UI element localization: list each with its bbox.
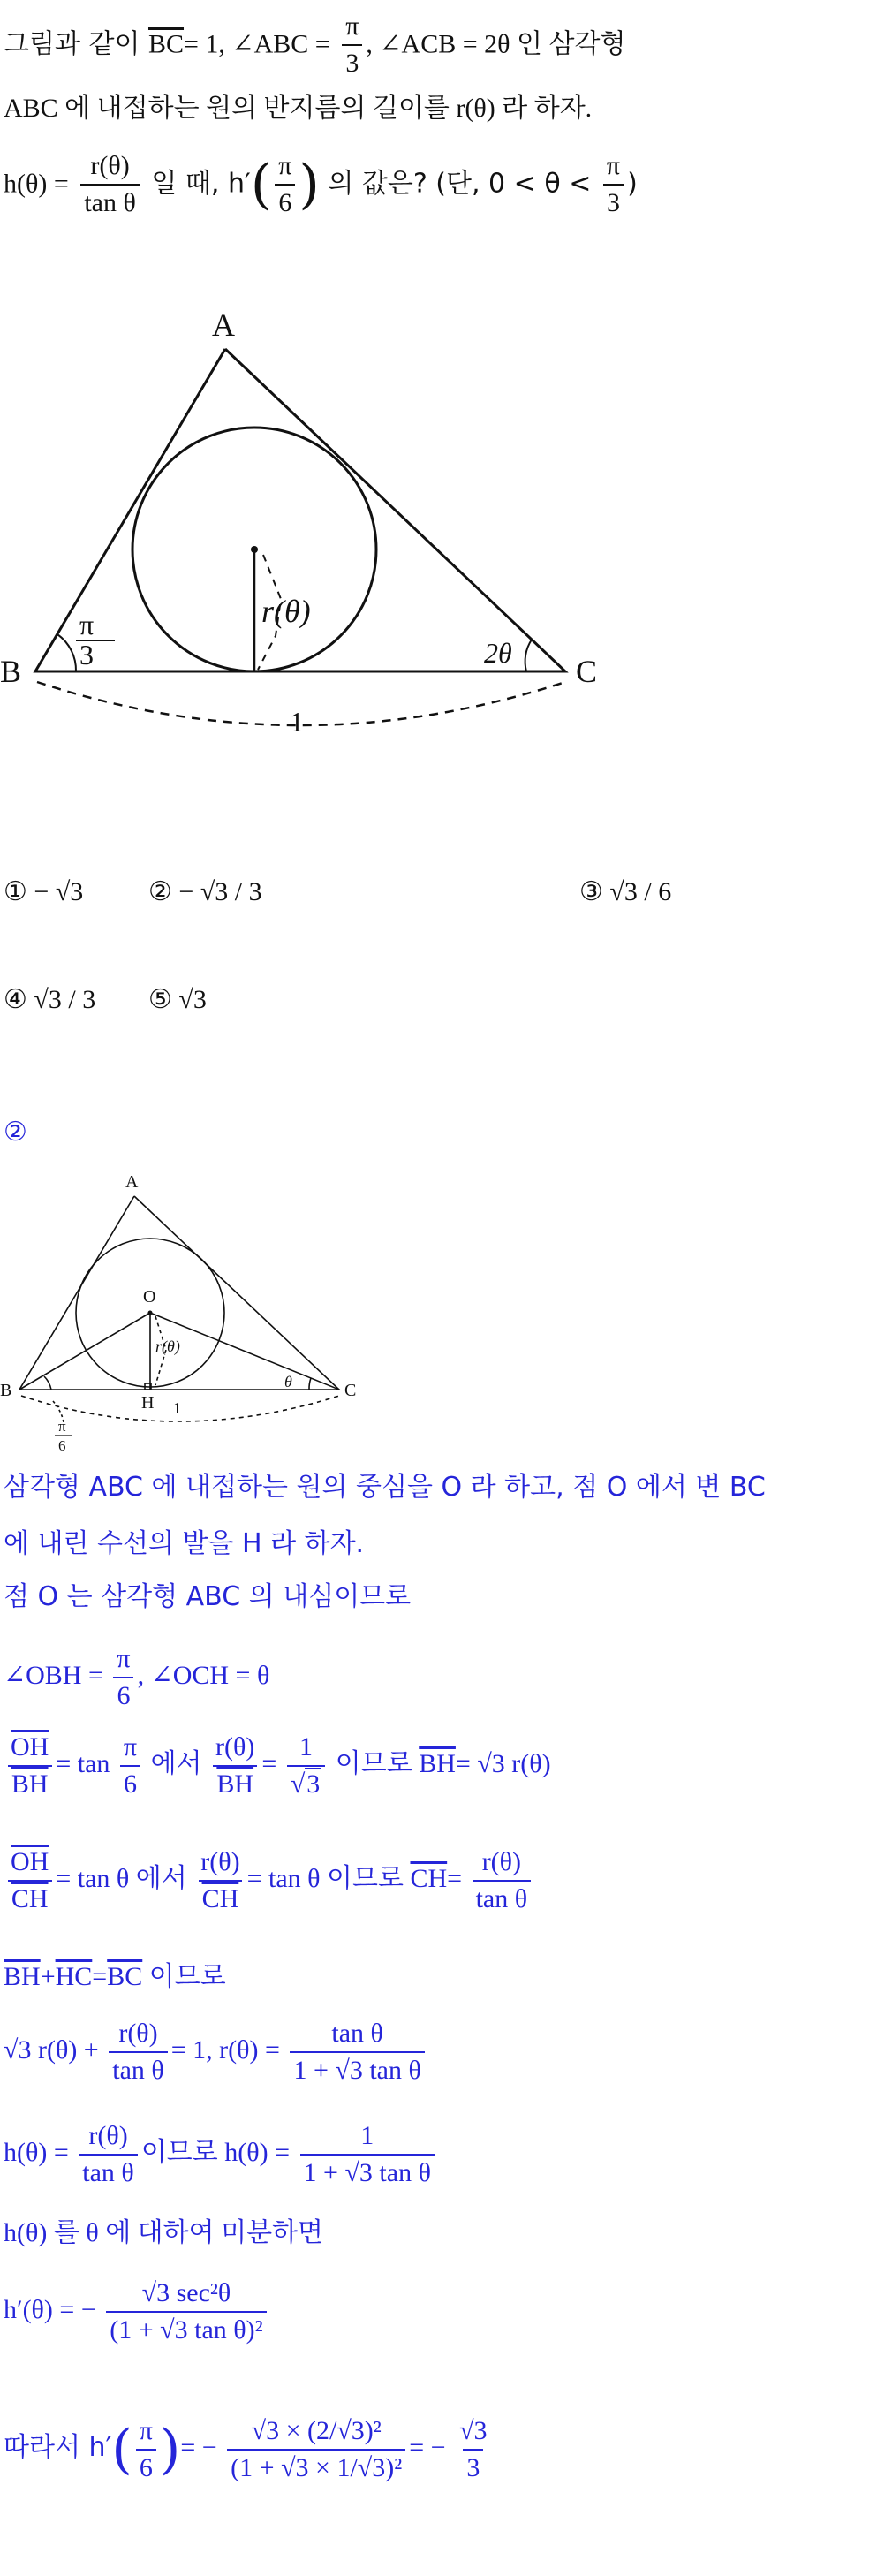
segment-bc: $\overline{BC}$ [107,1962,143,1991]
angle-c-arc [309,1378,311,1390]
solution-line-2: 에 내린 수선의 발을 H 라 하자. [4,1528,365,1559]
base-length: 1 [290,706,304,738]
angle-b-num: π [79,609,95,640]
denominator: 6 [113,1677,133,1714]
fraction [197,1845,243,1917]
text: ∠OBH = [4,1660,103,1690]
text: = tan [56,1748,110,1778]
text: 이므로 [148,1961,226,1992]
text: = √3 r(θ) [455,1748,551,1778]
paren: ) [299,154,320,216]
denominator: 3 [463,2449,483,2486]
angle-b-den: 3 [79,639,94,671]
segment-bc: $\overline{BC}$ [147,29,185,59]
solution-line-7 [4,1959,226,1995]
text: 따라서 h′ [4,2431,112,2463]
choice-text: − √3 / 3 [178,877,262,906]
fraction [342,9,362,81]
fraction [136,2413,156,2486]
denominator: tan θ [79,2154,138,2191]
numerator: π [345,11,359,41]
denominator: tan θ [109,2051,168,2088]
solution-line-12 [4,2413,495,2486]
choice-4[interactable] [4,982,95,1018]
triangle-outline [19,1196,339,1390]
text: = [261,1748,277,1778]
label-b: B [0,654,22,689]
denominator: 3 [603,184,624,221]
text: 그림과 같이 [4,28,140,60]
numerator: √3 × (2/√3)² [251,2416,382,2445]
fraction [212,1730,258,1802]
radicand: 3 [306,1769,321,1799]
text: 이므로 [335,1747,412,1779]
choice-mark: ① [4,877,27,906]
segment-bh: $\overline{BH}$ [4,1962,41,1991]
label-c: C [576,654,598,689]
text: , ∠ACB = 2θ 인 삼각형 [366,29,626,59]
denominator: CH [8,1880,52,1917]
denominator: 1 + √3 tan θ [290,2051,424,2088]
fraction [290,2016,424,2088]
text: , ∠OCH = θ [137,1660,270,1690]
denominator: 1 + √3 tan θ [300,2154,435,2191]
choice-mark: ⑤ [148,985,172,1014]
numerator: r(θ) [200,1847,240,1876]
choice-text: − √3 [34,877,84,906]
denominator: tan θ [473,1880,532,1917]
fraction [473,1845,532,1917]
segment-ch: $\overline{CH}$ [410,1863,448,1893]
segment-hc: $\overline{HC}$ [55,1962,93,1991]
answer: ② [4,1117,27,1148]
label-h: H [141,1393,155,1413]
text: = 1, ∠ABC = [184,29,330,59]
text: √3 r(θ) + [4,2034,99,2065]
angle-b-den: 6 [58,1437,66,1454]
numerator: r(θ) [481,1847,522,1876]
solution-line-1: 삼각형 ABC 에 내접하는 원의 중심을 O 라 하고, 점 O 에서 변 BC [4,1472,766,1503]
angle-c: 2θ [484,637,512,669]
numerator: π [139,2416,153,2445]
fraction [106,2276,266,2348]
text: = [92,1962,108,1991]
fraction [7,1730,52,1802]
choice-text: √3 / 3 [34,985,96,1014]
label-theta: θ [284,1373,292,1390]
incenter-dot [251,546,258,553]
numerator: π [123,1732,138,1762]
solution-line-11 [4,2276,270,2348]
angle-b-num: π [58,1418,66,1435]
paren: ( [250,154,272,216]
solution-line-9 [4,2118,438,2191]
triangle-figure-1 [0,300,636,760]
triangle-figure-2 [0,1164,371,1456]
solution-line-5 [4,1730,551,1802]
solution-line-3: 점 O 는 삼각형 ABC 의 내심이므로 [4,1581,412,1612]
numerator: r(θ) [118,2019,158,2048]
line-bo [19,1313,150,1390]
text: = [447,1863,463,1893]
label-a: A [212,307,235,343]
fraction [275,148,295,221]
label-r: r(θ) [155,1337,180,1355]
numerator: π [117,1644,131,1673]
choice-text: √3 [178,985,207,1014]
choice-3[interactable] [579,875,671,910]
denominator: 6 [275,184,295,221]
text: = tan θ 이므로 [246,1863,404,1893]
text: ) [627,168,638,200]
text: = − [180,2432,217,2462]
fraction [300,2118,435,2191]
solution-line-10: h(θ) 를 θ 에 대하여 미분하면 [4,2218,324,2247]
denominator: 6 [136,2449,156,2486]
choice-text: √3 / 6 [609,877,672,906]
paren: ( [111,2419,132,2481]
text: 의 값은? (단, 0 < θ < [328,168,592,200]
denominator: (1 + √3 × 1/√3)² [227,2449,405,2486]
fraction [80,148,140,221]
denominator: CH [199,1880,243,1917]
label-b: B [0,1381,12,1400]
text: = tan θ 에서 [56,1863,187,1893]
numerator: tan θ [331,2019,383,2048]
fraction [109,2016,168,2088]
numerator: r(θ) [90,151,130,180]
numerator: π [278,151,292,180]
denominator: BH [8,1765,52,1802]
denominator: 3 [342,44,362,81]
numerator: $\overline{OH}$ [11,1732,49,1762]
numerator: $\overline{OH}$ [11,1847,49,1876]
text: h(θ) = [4,2137,69,2167]
denominator: tan θ [80,184,140,221]
text: 이므로 h(θ) = [140,2137,291,2167]
choice-mark: ③ [579,877,603,906]
text: + [40,1962,56,1991]
label-a: A [125,1172,139,1192]
solution-line-4 [4,1641,269,1714]
fraction [227,2413,405,2486]
choice-mark: ② [148,877,172,906]
text: 에서 [150,1747,202,1779]
problem-line-3 [4,148,638,221]
choice-2[interactable] [148,875,262,910]
numerator: √3 sec²θ [141,2278,231,2307]
paren: ) [159,2419,181,2481]
numerator: r(θ) [215,1732,255,1762]
solution-line-8 [4,2016,428,2088]
label-c: C [344,1381,357,1400]
fraction [603,148,624,221]
text: 일 때, h′ [151,168,251,200]
problem-line-2: ABC 에 내접하는 원의 반지름의 길이를 r(θ) 라 하자. [4,94,593,123]
fraction [120,1730,140,1802]
text: = − [409,2432,446,2462]
denominator: (1 + √3 tan θ)² [106,2311,266,2348]
incenter-dot [148,1311,153,1315]
numerator: r(θ) [88,2121,128,2150]
fraction [113,1641,133,1714]
text: h′(θ) = − [4,2294,96,2324]
angle-b-arc [57,634,76,671]
problem-line-1 [4,9,625,81]
text: = 1, r(θ) = [170,2034,280,2065]
fraction [7,1845,52,1917]
label-r: r(θ) [261,594,311,629]
fraction [456,2413,490,2486]
numerator: √3 [459,2416,488,2445]
solution-line-6 [4,1845,534,1917]
text: h(θ) = [4,169,69,199]
denominator: BH [213,1765,257,1802]
denominator: √3 [287,1765,325,1802]
numerator: π [606,151,621,180]
label-o: O [143,1287,156,1307]
denominator: 6 [120,1765,140,1802]
base-length: 1 [173,1399,181,1417]
numerator: 1 [299,1732,314,1762]
choice-mark: ④ [4,985,27,1014]
fraction [287,1730,325,1802]
angle-c-arc [525,640,532,671]
choice-5[interactable] [148,982,207,1018]
angle-b-arc [44,1376,51,1390]
numerator: 1 [360,2121,374,2150]
fraction [79,2118,138,2191]
segment-bh: $\overline{BH}$ [419,1748,456,1778]
choice-1[interactable] [4,875,83,910]
